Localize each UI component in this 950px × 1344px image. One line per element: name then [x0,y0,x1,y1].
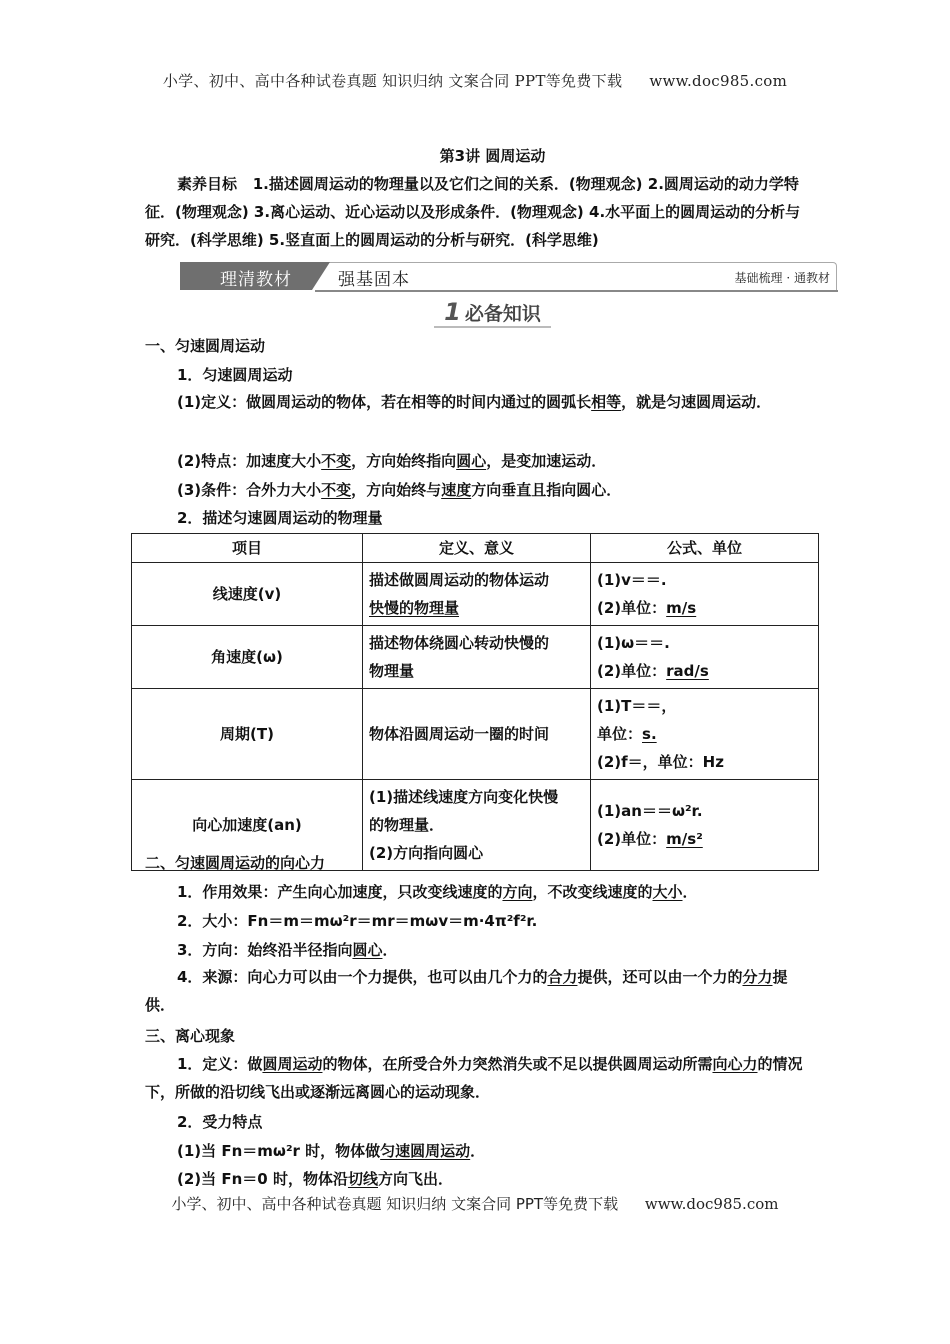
s2-title: 二、匀速圆周运动的向心力 [145,854,326,872]
goals-label: 素养目标 [177,175,238,193]
s1-def: (1)定义：做圆周运动的物体，若在相等的时间内通过的圆弧长相等，就是匀速圆周运动． [177,393,772,411]
s2-effect: 1．作用效果：产生向心加速度，只改变线速度的方向，不改变线速度的大小． [177,883,698,901]
table-cell: 向心加速度(an) [132,780,363,871]
footer-text: 小学、初中、高中各种试卷真题 知识归纳 文案合同 PPT等免费下载 [171,1195,619,1213]
goals-paragraph [145,170,810,254]
table-cell: 描述做圆周运动的物体运动 快慢的物理量 [363,563,591,626]
s3-case1: (1)当 Fn＝mω²r 时，物体做匀速圆周运动． [177,1142,486,1160]
table-header: 公式、单位 [591,534,819,563]
banner-right: 基础梳理 · 通教材 [734,271,830,285]
banner-left: 理清教材 [220,270,292,290]
table-row [132,626,819,689]
table-cell: 角速度(ω) [132,626,363,689]
table-cell: 线速度(v) [132,563,363,626]
table-cell: (1)描述线速度方向变化快慢 的物理量． (2)方向指向圆心 [363,780,591,871]
s3-case2: (2)当 Fn＝0 时，物体沿切线方向飞出． [177,1170,453,1188]
s1-title: 一、匀速圆周运动 [145,337,266,355]
s2-magnitude: 2．大小：Fn＝m＝mω²r＝mr＝mωv＝m·4π²f²r. [177,912,538,930]
footer-site[interactable]: www.doc985.com [644,1195,779,1213]
s1-feature: (2)特点：加速度大小不变，方向始终指向圆心，是变加速运动． [177,452,607,470]
essentials-num: 1 [444,298,461,326]
table-row [132,563,819,626]
table-cell: 物体沿圆周运动一圈的时间 [363,689,591,780]
essentials-label: 必备知识 [464,303,541,325]
section-banner [180,262,838,292]
goals-text: 1.描述圆周运动的物理量以及它们之间的关系．(物理观念) 2.圆周运动的动力学特征．(物理观念) 3.离心运动、近心运动以及形成条件．(物理观念) 4.水平面上的圆周运动的分析与研究．(科学思维) 5.竖直面上的圆周运动的分析与研究．(科学思维) [145,175,801,249]
header-site[interactable]: www.doc985.com [649,72,788,90]
s1-condition: (3)条件：合外力大小不变，方向始终与速度方向垂直且指向圆心． [177,481,622,499]
table-cell: (1)v＝＝. (2)单位：m/s [591,563,819,626]
essentials-heading [0,298,950,328]
table-cell: 描述物体绕圆心转动快慢的 物理量 [363,626,591,689]
page-footer [0,1193,950,1214]
s1-sub2: 2．描述匀速圆周运动的物理量 [177,509,383,527]
table-header-row [132,534,819,563]
table-cell: (1)an＝＝ω²r. (2)单位：m/s² [591,780,819,871]
table-header: 项目 [132,534,363,563]
s3-def: 1．定义：做圆周运动的物体，在所受合外力突然消失或不足以提供圆周运动所需向心力的情况下，所做的沿切线飞出或逐渐远离圆心的运动现象． [145,1055,803,1101]
lesson-title: 第3讲 圆周运动 [439,147,546,165]
s2-source: 4．来源：向心力可以由一个力提供，也可以由几个力的合力提供，还可以由一个力的分力提供． [145,968,788,1014]
quantities-table [131,533,819,871]
page-header [0,70,950,91]
table-header: 定义、意义 [363,534,591,563]
header-text: 小学、初中、高中各种试卷真题 知识归纳 文案合同 PPT等免费下载 [162,72,623,90]
table-cell: (1)T＝＝， 单位：s. (2)f＝，单位：Hz [591,689,819,780]
s3-force: 2．受力特点 [177,1113,263,1131]
s1-sub1: 1．匀速圆周运动 [177,366,293,384]
table-cell: 周期(T) [132,689,363,780]
s3-title: 三、离心现象 [145,1027,236,1045]
table-row [132,689,819,780]
s2-direction: 3．方向：始终沿半径指向圆心． [177,941,398,959]
banner-mid: 强基固本 [338,270,410,290]
table-cell: (1)ω＝＝. (2)单位：rad/s [591,626,819,689]
